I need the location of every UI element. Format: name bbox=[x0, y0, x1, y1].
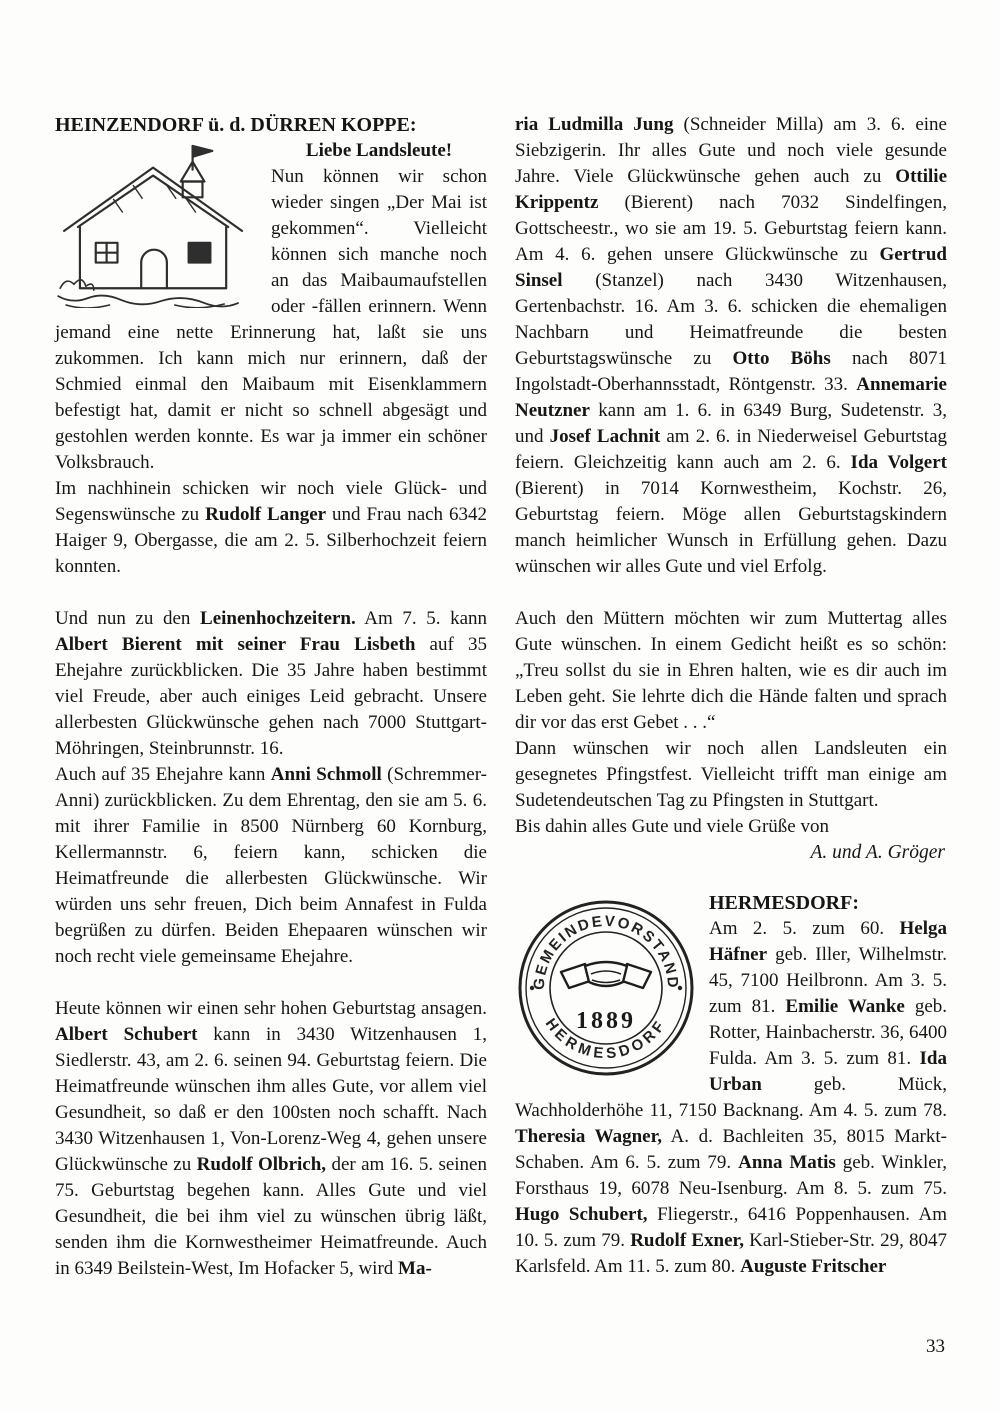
seal-ring-top-text: GEMEINDEVORSTAND bbox=[530, 912, 682, 991]
body-text: Dann wünschen wir noch allen Landsleuten ein gesegnetes Pfingstfest. Vielleicht trifft man einige am Sudetendeutschen Tag zu Pfingsten in Stuttgart. bbox=[515, 738, 947, 811]
heinzendorf-lead-block bbox=[55, 138, 487, 580]
body-text: (Schremmer-Anni) zurückblicken. Zu dem Ehrentag, den sie am 5. 6. mit ihrer Familie in 8500 Nürnberg 60 Kornburg, Kellermannstr. 6, feiern kann, schicken die Heimatfreunde die allerbesten Glückwünsche. Wir würden uns sehr freuen, Dich beim Annafest in Fulda begrüßen zu dürfen. Beiden Ehepaaren wünschen wir noch recht viele gemeinsame Ehejahre. bbox=[55, 764, 488, 967]
emphasized-text: ria Ludmilla Jung bbox=[515, 114, 674, 135]
body-text: geb. Mück, Wachholderhöhe 11, 7150 Backnang. Am 4. 5. zum 78. bbox=[515, 1074, 947, 1121]
paragraph bbox=[55, 762, 487, 970]
emphasized-text: Ida Volgert bbox=[850, 452, 947, 473]
salutation: Liebe Landsleute! bbox=[305, 140, 453, 161]
house-illustration bbox=[55, 140, 261, 308]
body-text: (Bierent) in 7014 Kornwestheim, Kochstr. 26, Geburtstag feiern. Möge allen Geburtstagskindern manch heimlicher Wunsch in Erfüllung gehen. Dazu wünschen wir alles Gute und viel Erfolg. bbox=[515, 478, 947, 577]
emphasized-text: Helga Häfner bbox=[709, 918, 947, 965]
emphasized-text: Ottilie Krippentz bbox=[515, 166, 947, 213]
left-column bbox=[55, 112, 487, 1282]
emphasized-text: Ida Urban bbox=[709, 1048, 947, 1095]
seal-ring-bottom-text: HERMESDORF bbox=[541, 1015, 671, 1063]
door bbox=[141, 250, 167, 289]
emphasized-text: Auguste Fritscher bbox=[740, 1256, 887, 1277]
body-text: (Bierent) nach 7032 Sindelfingen, Gottscheestr., wo sie am 19. 5. Geburtstag feiern kann. Am 4. 6. gehen unsere Glückwünsche zu bbox=[515, 192, 947, 265]
emphasized-text: Theresia Wagner, bbox=[515, 1126, 663, 1147]
body-text: Heute können wir einen sehr hohen Geburtstag ansagen. bbox=[55, 998, 487, 1019]
emphasized-text: Rudolf Langer bbox=[205, 504, 327, 525]
emphasized-text: Emilie Wanke bbox=[785, 996, 905, 1017]
emphasized-text: Gertrud Sinsel bbox=[515, 244, 947, 291]
body-text: kann in 3430 Witzenhausen 1, Siedlerstr. 43, am 2. 6. seinen 94. Geburtstag feiern. Die Heimatfreunde wünschen ihm alles Gute, vor allem viel Gesundheit, so daß er den 100sten noch schafft. Nach 3430 Witzenhausen 1, Von-Lorenz-Weg 4, gehen unsere Glückwünsche zu bbox=[55, 1024, 487, 1175]
body-text: geb. Winkler, Forsthaus 19, 6078 Neu-Isenburg. Am 8. 5. zum 75. bbox=[515, 1152, 947, 1199]
emphasized-text: Albert Bierent mit seiner Frau Lisbeth bbox=[55, 634, 416, 655]
body-text: Karl-Stieber-Str. 29, 8047 Karlsfeld. Am 11. 5. zum 80. bbox=[515, 1230, 947, 1277]
paragraph bbox=[515, 814, 947, 840]
hermesdorf-section bbox=[515, 890, 947, 1280]
emphasized-text: Otto Böhs bbox=[732, 348, 831, 369]
body-text: Nun können wir schon wieder singen „Der Mai ist gekommen“. Vielleicht können sich manche noch an das Maibaumaufstellen oder -fällen erinnern. Wenn jemand eine nette Erinnerung hat, laßt sie uns zukommen. Ich kann mich nur erinnern, daß der Schmied einmal den Maibaum mit Eisenklammern befestigt hat, damit er nicht so schnell abgesägt und gestohlen werden konnte. Es war ja immer ein schöner Volksbrauch. bbox=[55, 166, 487, 473]
signature: A. und A. Gröger bbox=[810, 842, 945, 863]
house-outline bbox=[58, 146, 242, 308]
body-text: nach 8071 Ingolstadt-Oberhannsstadt, Röntgenstr. 33. bbox=[515, 348, 947, 395]
body-text: Im nachhinein schicken wir noch viele Glück- und Segenswünsche zu bbox=[55, 478, 487, 525]
emphasized-text: Annemarie Neutzner bbox=[515, 374, 947, 421]
handshake-icon bbox=[561, 962, 651, 988]
body-text: auf 35 Ehejahre zurückblicken. Die 35 Jahre haben bestimmt viel Freude, aber auch einiges Leid gebracht. Unsere allerbesten Glückwünsche gehen nach 7000 Stuttgart-Möhringen, Steinbrunnstr. 16. bbox=[55, 634, 487, 759]
body-text: Bis dahin alles Gute und viele Grüße von bbox=[515, 816, 829, 837]
body-text: Am 7. 5. kann bbox=[355, 608, 488, 629]
body-text: (Stanzel) nach 3430 Witzenhausen, Gertenbachstr. 16. Am 3. 6. schicken die ehemaligen Nachbarn und Heimatfreunde die besten Geburtstagswünsche zu bbox=[515, 270, 947, 369]
window-dark bbox=[189, 243, 211, 263]
section-heading-hermesdorf: HERMESDORF: bbox=[709, 892, 859, 914]
body-text: geb. Rotter, Hainbacherstr. 36, 6400 Fulda. Am 3. 5. zum 81. bbox=[709, 996, 947, 1069]
paragraph bbox=[515, 112, 947, 580]
body-text: Auch auf 35 Ehejahre kann bbox=[55, 764, 271, 785]
flag-icon bbox=[193, 146, 213, 157]
right-column bbox=[515, 112, 947, 1282]
paragraph bbox=[55, 606, 487, 762]
emphasized-text: Josef Lachnit bbox=[549, 426, 661, 447]
body-text: (Schneider Milla) am 3. 6. eine Siebzigerin. Ihr alles Gute und noch viele gesunde Jahre. Viele Glückwünsche gehen auch zu bbox=[515, 114, 947, 187]
body-text: Fliegerstr., 6416 Poppenhausen. Am 10. 5. zum 79. bbox=[515, 1204, 947, 1251]
paragraph bbox=[515, 606, 947, 736]
emphasized-text: Anni Schmoll bbox=[270, 764, 382, 785]
body-text: am 2. 6. in Niederweisel Geburtstag feiern. Gleichzeitig kann auch am 2. 6. bbox=[515, 426, 948, 473]
emphasized-text: Hugo Schubert, bbox=[515, 1204, 648, 1225]
two-column-layout bbox=[55, 112, 947, 1282]
body-text: Und nun zu den bbox=[55, 608, 201, 629]
body-text: Am 2. 5. zum 60. bbox=[709, 918, 900, 939]
emphasized-text: Albert Schubert bbox=[55, 1024, 198, 1045]
section-heading-heinzendorf: HEINZENDORF ü. d. DÜRREN KOPPE: bbox=[55, 114, 417, 136]
emphasized-text: Anna Matis bbox=[738, 1152, 836, 1173]
emphasized-text: Rudolf Exner, bbox=[630, 1230, 744, 1251]
body-text: kann am 1. 6. in 6349 Burg, Sudetenstr. 3, und bbox=[515, 400, 947, 447]
page-number: 33 bbox=[926, 1336, 945, 1357]
emphasized-text: Leinenhochzeitern. bbox=[200, 608, 356, 629]
body-text: A. d. Bachleiten 35, 8015 Markt-Schaben. Am 6. 5. zum 79. bbox=[515, 1126, 947, 1173]
seal-year: 1889 bbox=[576, 1008, 636, 1034]
paragraph bbox=[55, 996, 487, 1282]
emphasized-text: Ma- bbox=[398, 1258, 432, 1279]
body-text: und Frau nach 6342 Haiger 9, Obergasse, die am 2. 5. Silberhochzeit feiern konnten. bbox=[55, 504, 487, 577]
paragraph bbox=[55, 476, 487, 580]
emphasized-text: Rudolf Olbrich, bbox=[196, 1154, 327, 1175]
body-text: geb. Iller, Wilhelmstr. 45, 7100 Heilbronn. Am 3. 5. zum 81. bbox=[709, 944, 947, 1017]
body-text: Auch den Müttern möchten wir zum Muttertag alles Gute wünschen. In einem Gedicht heißt es so schön: „Treu sollst du sie in Ehren halten, wie es dir auch im Leben geht. Sie lehrte dich die Hände falten und sprach dir vor das erst Gebet . . .“ bbox=[515, 608, 947, 733]
hermesdorf-seal bbox=[515, 892, 697, 1084]
paragraph bbox=[515, 736, 947, 814]
body-text: der am 16. 5. seinen 75. Geburtstag begehen kann. Alles Gute und viel Gesundheit, die bei ihm viel zu wünschen übrig läßt, senden ihm die Kornwestheimer Heimatfreunde. Auch in 6349 Beilstein-West, Im Hofacker 5, wird bbox=[55, 1154, 487, 1279]
